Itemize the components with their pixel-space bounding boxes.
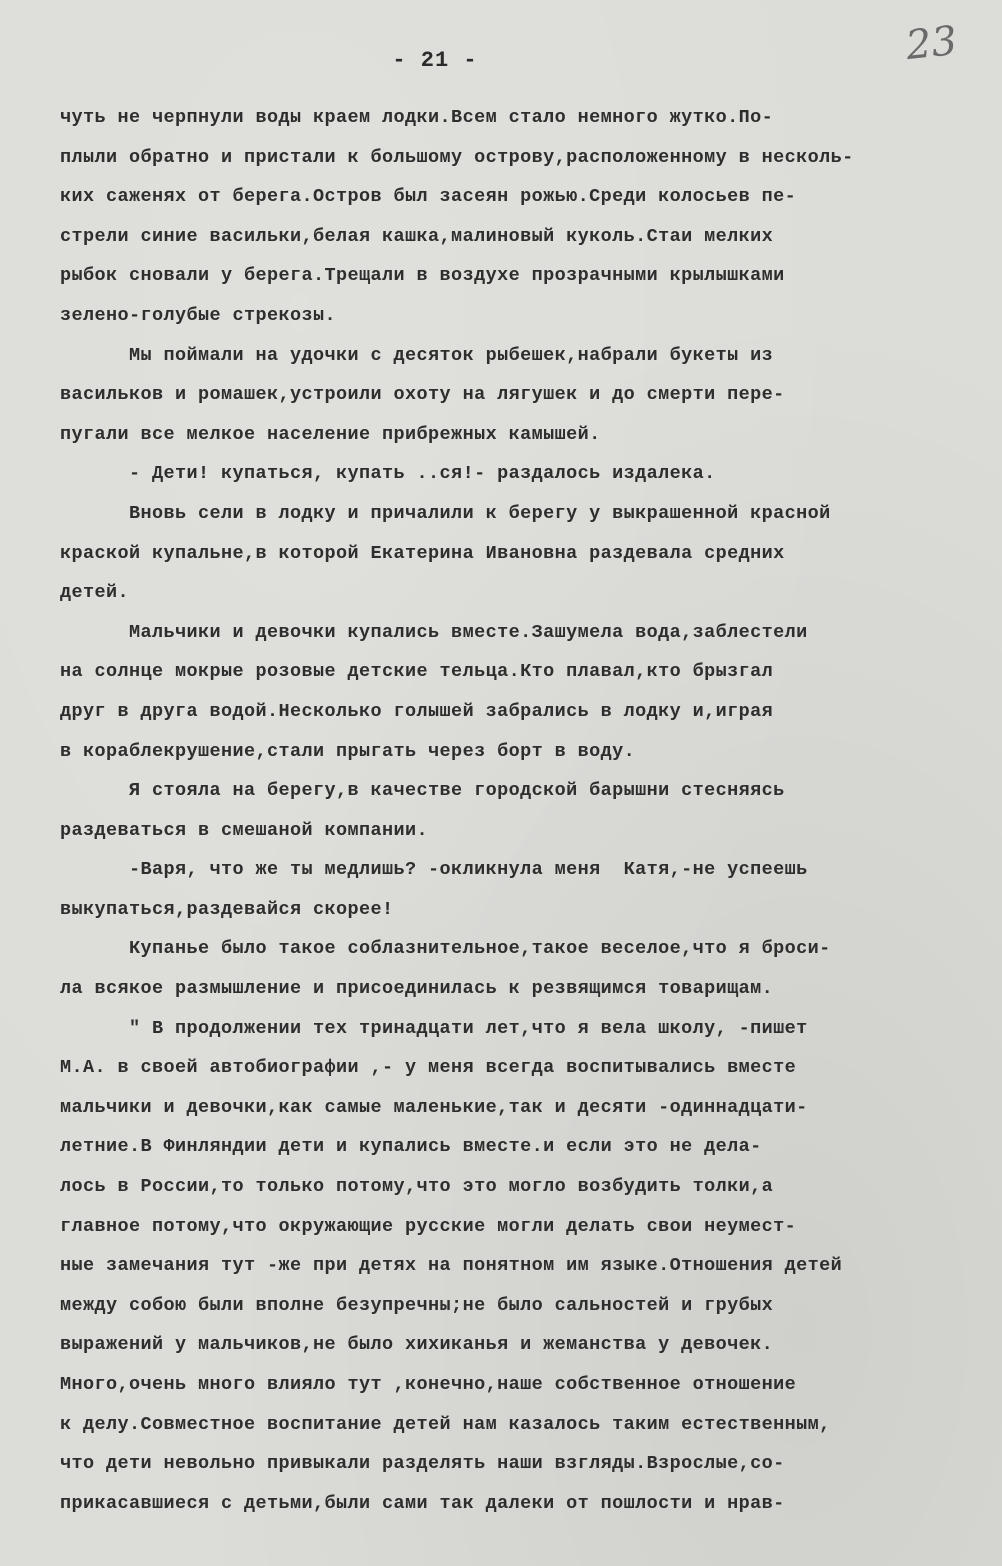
text-line: Вновь сели в лодку и причалили к берегу у выкрашенной красной xyxy=(60,502,831,524)
text-line: стрели синие васильки,белая кашка,малиновый куколь.Стаи мелких xyxy=(60,225,774,247)
text-line: краской купальне,в которой Екатерина Ивановна раздевала средних xyxy=(60,542,785,564)
body-text xyxy=(60,98,960,1523)
text-line: зелено-голубые стрекозы. xyxy=(60,304,337,326)
text-line: лось в России,то только потому,что это могло возбудить толки,а xyxy=(60,1176,774,1198)
text-line: детей. xyxy=(60,582,130,604)
text-line: пугали все мелкое население прибрежных камышей. xyxy=(60,423,601,445)
text-line: Я стояла на берегу,в качестве городской барышни стесняясь xyxy=(60,780,785,802)
text-line: Много,очень много влияло тут ,конечно,наше собственное отношение xyxy=(60,1374,797,1395)
text-line: прикасавшиеся с детьми,были сами так далеки от пошлости и нрав- xyxy=(60,1492,785,1514)
text-line: выражений у мальчиков,не было хихиканья и жеманства у девочек. xyxy=(60,1334,774,1356)
text-line: летние.В Финляндии дети и купались вместе.и если это не дела- xyxy=(60,1136,762,1158)
text-line: на солнце мокрые розовые детские тельца.Кто плавал,кто брызгал xyxy=(60,661,774,683)
text-line: в кораблекрушение,стали прыгать через борт в воду. xyxy=(60,740,636,762)
text-line: ких саженях от берега.Остров был засеян рожью.Среди колосьев пе- xyxy=(60,186,797,208)
text-line: ные замечания тут -же при детях на понятном им языке.Отношения детей xyxy=(60,1255,843,1277)
text-line: рыбок сновали у берега.Трещали в воздухе прозрачными крылышками xyxy=(60,265,785,287)
text-line: между собою были вполне безупречны;не было сальностей и грубых xyxy=(60,1294,774,1316)
page-number: - 21 - xyxy=(392,48,478,73)
text-line: - Дети! купаться, купать ..ся!- раздалось издалека. xyxy=(60,463,716,485)
text-line: раздеваться в смешаной компании. xyxy=(60,819,429,841)
text-line: что дети невольно привыкали разделять наши взгляды.Взрослые,со- xyxy=(60,1453,785,1475)
text-line: -Варя, что же ты медлишь? -окликнула меня Катя,-не успеешь xyxy=(60,859,808,881)
archive-folio-number: 23 xyxy=(903,17,960,70)
text-line: Мы поймали на удочки с десяток рыбешек,набрали букеты из xyxy=(60,344,774,366)
text-line: мальчики и девочки,как самые маленькие,так и десяти -одиннадцати- xyxy=(60,1096,808,1118)
text-line: друг в друга водой.Несколько голышей забрались в лодку и,играя xyxy=(60,700,774,722)
text-line: главное потому,что окружающие русские могли делать свои неумест- xyxy=(60,1215,797,1237)
text-line: выкупаться,раздевайся скорее! xyxy=(60,898,394,920)
text-line: к делу.Совместное воспитание детей нам казалось таким естественным, xyxy=(60,1413,831,1435)
text-line: Мальчики и девочки купались вместе.Зашумела вода,заблестели xyxy=(60,621,808,643)
text-line: Купанье было такое соблазнительное,такое веселое,что я броси- xyxy=(60,938,831,960)
text-line: " В продолжении тех тринадцати лет,что я вела школу, -пишет xyxy=(60,1017,808,1039)
text-line: васильков и ромашек,устроили охоту на лягушек и до смерти пере- xyxy=(60,384,785,406)
text-line: М.А. в своей автобиографии ,- у меня всегда воспитывались вместе xyxy=(60,1057,797,1079)
text-line: плыли обратно и пристали к большому острову,расположенному в несколь- xyxy=(60,146,854,168)
text-line: чуть не черпнули воды краем лодки.Всем стало немного жутко.По- xyxy=(60,107,774,128)
text-line: ла всякое размышление и присоединилась к резвящимся товарищам. xyxy=(60,978,774,1000)
